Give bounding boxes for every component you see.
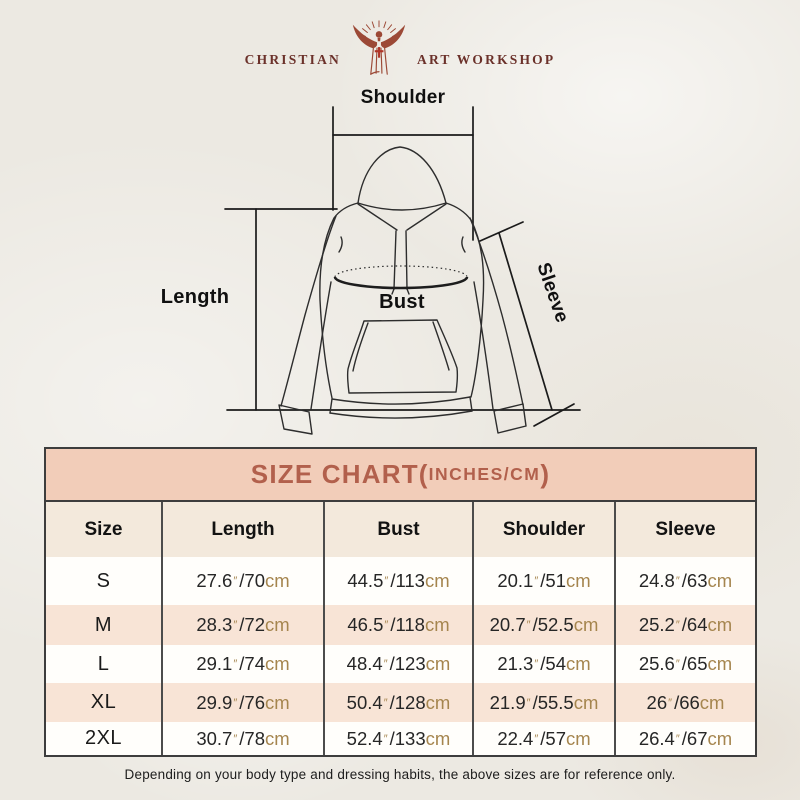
separator: / xyxy=(532,614,538,635)
cm-label: cm xyxy=(707,570,733,591)
inch-mark: ″ xyxy=(383,696,389,709)
bust-value xyxy=(325,605,474,645)
inch-mark: ″ xyxy=(534,658,540,670)
inch-mark: ″ xyxy=(233,619,239,631)
inches-number: 27.6 xyxy=(196,570,233,591)
inch-mark: ″ xyxy=(675,658,681,670)
separator: / xyxy=(540,727,546,749)
length-label: Length xyxy=(160,286,230,308)
inches-number: 52.4 xyxy=(346,727,383,749)
cm-number: 51 xyxy=(545,570,566,591)
length-value xyxy=(163,683,325,722)
cm-number: 57 xyxy=(545,727,566,749)
inch-mark: ″ xyxy=(675,575,681,587)
separator: / xyxy=(239,570,245,591)
inches-number: 20.1 xyxy=(497,570,534,591)
cm-number: 113 xyxy=(395,570,425,591)
separator: / xyxy=(674,691,680,713)
title-main: SIZE CHART xyxy=(250,459,419,489)
cm-label: cm xyxy=(424,614,450,635)
bust-value xyxy=(325,683,474,722)
inches-number: 29.1 xyxy=(196,653,233,674)
inch-mark: ″ xyxy=(384,575,390,587)
separator: / xyxy=(532,691,538,713)
separator: / xyxy=(681,653,687,674)
separator: / xyxy=(389,653,395,674)
measurement-lines xyxy=(225,107,580,426)
cm-number: 133 xyxy=(394,727,426,749)
inch-mark: ″ xyxy=(526,696,532,709)
cm-number: 76 xyxy=(244,691,265,713)
length-value xyxy=(163,557,325,605)
inches-number: 28.3 xyxy=(196,614,233,635)
separator: / xyxy=(390,614,396,635)
size-value: XL xyxy=(46,683,163,722)
inches-number: 48.4 xyxy=(346,653,383,674)
cm-number: 128 xyxy=(394,691,426,713)
cm-label: cm xyxy=(566,727,591,749)
separator: / xyxy=(540,570,546,591)
separator: / xyxy=(390,570,396,591)
separator: / xyxy=(681,614,687,635)
cm-label: cm xyxy=(707,727,733,749)
inch-mark: ″ xyxy=(384,619,390,631)
table-row xyxy=(46,605,755,645)
cm-number: 55.5 xyxy=(537,691,574,713)
size-value: M xyxy=(46,605,163,645)
cm-number: 64 xyxy=(686,614,708,635)
cm-number: 78 xyxy=(244,727,265,749)
inches-number: 30.7 xyxy=(196,727,233,749)
size-chart-title xyxy=(46,449,755,502)
cm-number: 70 xyxy=(244,570,265,591)
cm-label: cm xyxy=(265,691,290,713)
bust-value xyxy=(325,645,474,683)
column-header-shoulder: Shoulder xyxy=(474,502,616,557)
inches-number: 29.9 xyxy=(196,691,233,713)
sleeve-value xyxy=(616,557,755,605)
inch-mark: ″ xyxy=(534,732,540,745)
cm-number: 118 xyxy=(395,614,425,635)
shoulder-value xyxy=(474,683,616,722)
cm-number: 123 xyxy=(394,653,426,674)
inches-number: 22.4 xyxy=(497,727,534,749)
inch-mark: ″ xyxy=(233,575,239,587)
cm-label: cm xyxy=(265,653,290,674)
separator: / xyxy=(389,691,395,713)
bust-value xyxy=(325,557,474,605)
cm-label: cm xyxy=(425,653,451,674)
separator: / xyxy=(681,570,687,591)
size-table-body xyxy=(46,557,755,755)
inches-number: 20.7 xyxy=(489,614,526,635)
cm-number: 67 xyxy=(686,727,708,749)
inch-mark: ″ xyxy=(675,619,681,631)
inches-number: 26 xyxy=(646,691,668,713)
cm-number: 54 xyxy=(545,653,566,674)
inch-mark: ″ xyxy=(526,619,532,631)
sleeve-value xyxy=(616,683,755,722)
separator: / xyxy=(239,653,245,674)
inches-number: 25.2 xyxy=(638,614,675,635)
sleeve-value xyxy=(616,645,755,683)
inches-number: 46.5 xyxy=(347,614,384,635)
sleeve-value xyxy=(616,605,755,645)
cm-label: cm xyxy=(707,614,733,635)
inch-mark: ″ xyxy=(383,732,389,745)
inch-mark: ″ xyxy=(233,732,239,745)
cm-label: cm xyxy=(425,727,451,749)
cm-number: 63 xyxy=(686,570,708,591)
inch-mark: ″ xyxy=(233,696,239,709)
inch-mark: ″ xyxy=(668,696,674,709)
cm-label: cm xyxy=(699,691,725,713)
cm-label: cm xyxy=(566,570,591,591)
table-row xyxy=(46,645,755,683)
inch-mark: ″ xyxy=(675,732,681,745)
cm-label: cm xyxy=(265,727,290,749)
separator: / xyxy=(389,727,395,749)
inches-number: 26.4 xyxy=(638,727,675,749)
size-value: S xyxy=(46,557,163,605)
table-row xyxy=(46,683,755,722)
inches-number: 21.3 xyxy=(497,653,534,674)
separator: / xyxy=(540,653,546,674)
shoulder-value xyxy=(474,557,616,605)
shoulder-label: Shoulder xyxy=(360,87,446,108)
inches-number: 44.5 xyxy=(347,570,384,591)
inches-number: 50.4 xyxy=(346,691,383,713)
cm-label: cm xyxy=(265,614,290,635)
length-value xyxy=(163,645,325,683)
column-header-sleeve: Sleeve xyxy=(655,518,716,540)
inches-number: 21.9 xyxy=(489,691,526,713)
column-header-bust: Bust xyxy=(325,502,474,557)
shoulder-value xyxy=(474,645,616,683)
size-chart-table xyxy=(44,447,757,757)
reference-note: Depending on your body type and dressing habits, the above sizes are for reference only. xyxy=(124,767,676,782)
table-row xyxy=(46,557,755,605)
cm-label: cm xyxy=(424,570,450,591)
cm-label: cm xyxy=(265,570,290,591)
cm-number: 72 xyxy=(244,614,265,635)
bust-line xyxy=(335,266,467,288)
separator: / xyxy=(681,727,687,749)
column-header-size: Size xyxy=(46,502,163,557)
cm-label: cm xyxy=(573,614,599,635)
length-value xyxy=(163,722,325,755)
bust-value xyxy=(325,722,474,755)
title-paren-close: ) xyxy=(540,459,551,489)
bust-label: Bust xyxy=(379,291,425,313)
table-header-row xyxy=(46,502,755,557)
cm-label: cm xyxy=(707,653,733,674)
title-paren-open: ( xyxy=(418,459,429,489)
cm-number: 52.5 xyxy=(537,614,574,635)
brand-name-left: CHRISTIAN xyxy=(244,52,341,67)
sleeve-value xyxy=(616,722,755,755)
size-value: 2XL xyxy=(46,722,163,755)
table-row xyxy=(46,722,755,755)
shoulder-value xyxy=(474,722,616,755)
shoulder-value xyxy=(474,605,616,645)
cm-number: 65 xyxy=(686,653,708,674)
column-header-length: Length xyxy=(163,502,325,557)
inches-number: 25.6 xyxy=(638,653,675,674)
inch-mark: ″ xyxy=(233,658,239,670)
brand-name-right: ART WORKSHOP xyxy=(417,52,556,67)
cm-label: cm xyxy=(425,691,451,713)
separator: / xyxy=(239,727,245,749)
inch-mark: ″ xyxy=(383,658,389,670)
separator: / xyxy=(239,614,245,635)
title-units: INCHES/CM xyxy=(428,464,541,484)
inches-number: 24.8 xyxy=(638,570,675,591)
size-value: L xyxy=(46,645,163,683)
sleeve-label: Sleeve xyxy=(532,260,573,326)
separator: / xyxy=(239,691,245,713)
cm-number: 74 xyxy=(244,653,265,674)
cm-number: 66 xyxy=(679,691,700,713)
cm-label: cm xyxy=(566,653,591,674)
inch-mark: ″ xyxy=(534,575,540,587)
length-value xyxy=(163,605,325,645)
cm-label: cm xyxy=(573,691,599,713)
